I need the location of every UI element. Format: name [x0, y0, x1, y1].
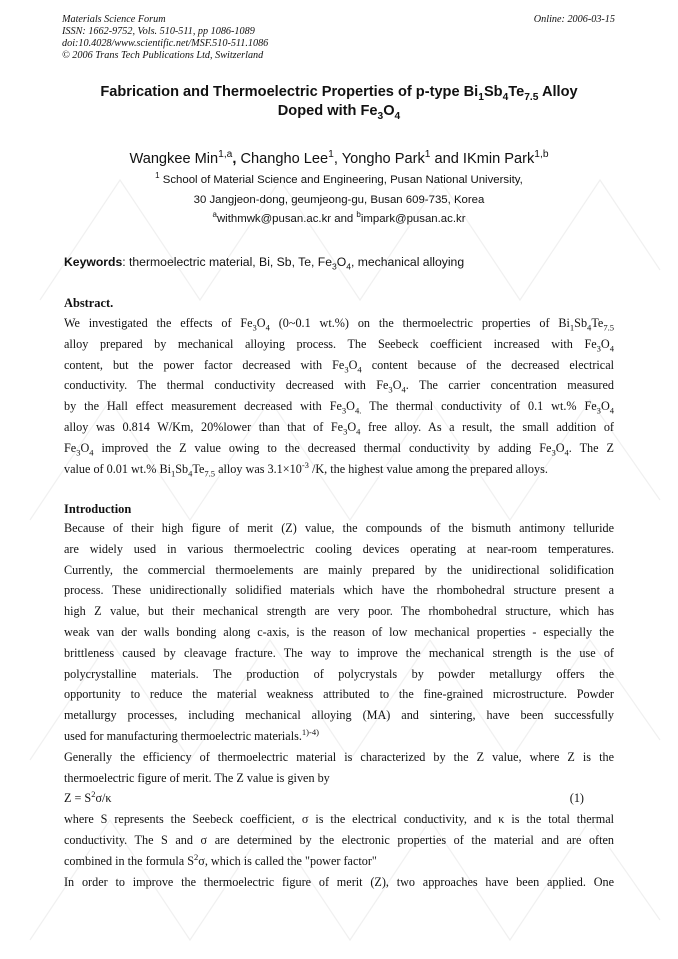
introduction-body [64, 518, 614, 892]
author-3: Yongho Park [341, 151, 425, 167]
intro-line: brittleness caused by cleavage fracture. The way to improve the mechanical strength is the use of [64, 645, 614, 660]
abstract-line: alloy was 0.814 W/Km, 20%lower than that of $Fe_3O_4$ free alloy. As a result, the small addition of [64, 419, 614, 437]
doi-line: doi:10.4028/www.scientific.net/MSF.510-511.1086 [62, 38, 269, 49]
paper-title [40, 83, 638, 121]
equation-formula: $Z = S^2\sigma/\kappa$ [64, 789, 112, 806]
online-date: Online: 2006-03-15 [533, 14, 615, 25]
intro-line: thermoelectric figure of merit. The Z value is given by [64, 770, 330, 785]
introduction-heading: Introduction [64, 502, 132, 516]
affiliation-line-2: 30 Jangjeon-dong, geumjeong-gu, Busan 609-735, Korea [193, 194, 485, 206]
intro-line: opportunity to reduce the material weakness attributed to the fine-grained microstructure. Powder [64, 687, 614, 702]
abstract-line: content, but the power factor decreased with $Fe_3O_4$ content because of the decreased electrical [64, 357, 614, 375]
abstract-line: value of 0.01 wt.% $Bi_1Sb_4Te_{7.5}$ alloy was $3.1\times 10^{-3}$ /K, the highest value among the prepared alloys. [64, 459, 548, 479]
intro-line: conductivity. The S and σ are determined by the electronic properties of the material and are often [64, 832, 614, 847]
intro-line: combined in the formula $S^2\sigma$, which is called the "power factor" [64, 851, 377, 868]
citation-ref: 1)-4) [301, 726, 319, 737]
author-4: IKmin Park [462, 151, 535, 167]
journal-name: Materials Science Forum [62, 14, 166, 25]
author-1: Wangkee Min [129, 151, 219, 167]
intro-line: process. These unidirectionally solidified materials which have the rhombohedral structure present a [64, 583, 614, 598]
abstract-line: $Fe_3O_4$ improved the Z value owing to the decreased thermal conductivity by adding $Fe_3O_4$. The Z [64, 440, 614, 458]
intro-line: Currently, the commercial thermoelements are mainly prepared by the unidirectional solidification [64, 562, 614, 577]
copyright-line: © 2006 Trans Tech Publications Ltd, Switzerland [62, 50, 264, 61]
abstract-line: alloy prepared by mechanical alloying process. The Seebeck coefficient increased with $Fe_3O_4$ [64, 336, 614, 354]
abstract-body [64, 313, 614, 479]
equation-number: (1) [569, 791, 584, 806]
intro-line: In order to improve the thermoelectric figure of merit (Z), two approaches have been applied. One [64, 874, 614, 889]
abstract-line: by the Hall effect measurement decreased with $Fe_3O_{4.}$ The thermal conductivity of 0.1 wt.% $Fe_3O_4$ [64, 399, 615, 416]
title-line-1: Fabrication and Thermoelectric Properties of p-type $Bi_1Sb_4Te_{7.5}$ Alloy [100, 84, 578, 103]
intro-line: used for manufacturing thermoelectric materials.$^{1)-4)}$ [64, 726, 319, 743]
intro-line: high Z value, but their mechanical strength are very poor. The rhombohedral structure, which has [64, 604, 614, 619]
intro-line: polycrystalline materials. The production of polycrystals by powder metallurgy offers the [64, 666, 614, 681]
email-line: $^a$withmwk@pusan.ac.kr and $^b$impark@pusan.ac.kr [212, 210, 466, 225]
intro-line: where S represents the Seebeck coefficient, σ is the electrical conductivity, and κ is the total thermal [64, 812, 614, 827]
issn-line: ISSN: 1662-9752, Vols. 510-511, pp 1086-1089 [62, 26, 255, 37]
abstract-heading: Abstract. [64, 296, 114, 310]
keywords: Keywords: thermoelectric material, Bi, Sb, Te, $Fe_3O_4$, mechanical alloying [64, 255, 465, 272]
intro-line: weak van der walls bonding along c-axis, is the reason of low mechanical properties - especially the [64, 624, 614, 639]
abstract-line: We investigated the effects of $Fe_3O_4$ (0~0.1 wt.%) on the thermoelectric properties of $Bi_1Sb_4Te_{7.5}$ [64, 316, 614, 333]
author-list: Wangkee Min$^{1,a}$, Changho Lee$^1$, Yongho Park$^1$ and IKmin Park$^{1,b}$ [129, 149, 549, 167]
intro-line: Generally the efficiency of thermoelectric material is characterized by the Z value, where Z is the [64, 749, 614, 764]
intro-line: are widely used in various thermoelectric cooling devices operating at near-room temperatures. [64, 541, 614, 556]
author-2: Changho Lee [240, 151, 329, 167]
affiliation-line-1: $^1$ School of Material Science and Engineering, Pusan National University, [155, 171, 523, 186]
title-line-2: Doped with $Fe_3O_4$ [277, 103, 401, 122]
abstract-line: conductivity. The thermal conductivity decreased with $Fe_3O_4$. The carrier concentration measured [64, 378, 614, 395]
intro-line: Because of their high figure of merit (Z) value, the compounds of the bismuth antimony telluride [64, 521, 614, 535]
equation-1 [64, 788, 614, 809]
journal-header [62, 14, 268, 62]
intro-line: metallurgy processes, including mechanical alloying (MA) and sintering, have been successfully [64, 708, 614, 723]
